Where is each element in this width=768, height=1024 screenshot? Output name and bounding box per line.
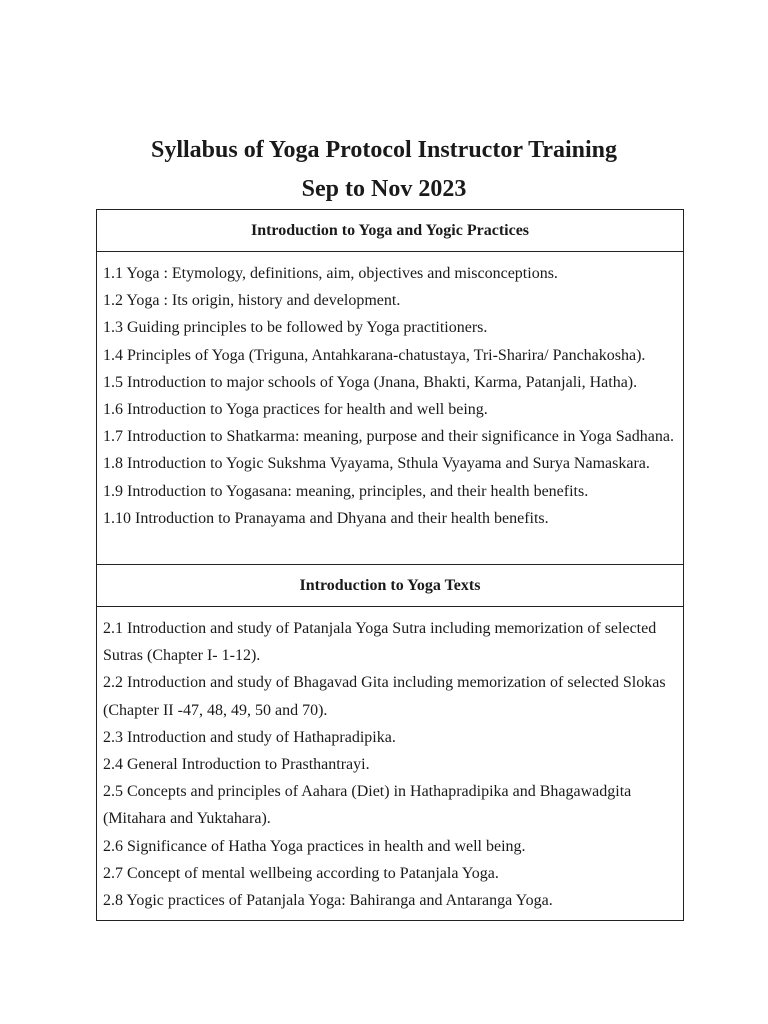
syllabus-item: 2.5 Concepts and principles of Aahara (Diet) in Hathapradipika and Bhagawadgita (Mitahara and Yuktahara).: [103, 783, 632, 828]
syllabus-item: 1.1 Yoga : Etymology, definitions, aim, objectives and misconceptions.: [103, 265, 558, 282]
syllabus-item: 2.3 Introduction and study of Hathapradipika.: [103, 728, 396, 746]
syllabus-item: 1.3 Guiding principles to be followed by Yoga practitioners.: [103, 319, 488, 337]
syllabus-item: 1.2 Yoga : Its origin, history and development.: [103, 292, 401, 310]
document-subtitle-date: Sep to Nov 2023: [301, 176, 467, 202]
section-body-yoga-practices: [97, 252, 683, 565]
syllabus-item: 2.2 Introduction and study of Bhagavad Gita including memorization of selected Slokas (Chapter II -47, 48, 49, 50 and 70).: [103, 674, 666, 719]
syllabus-item: 1.4 Principles of Yoga (Triguna, Antahkarana-chatustaya, Tri-Sharira/ Panchakosha).: [103, 346, 646, 364]
syllabus-item: 1.9 Introduction to Yogasana: meaning, principles, and their health benefits.: [103, 482, 589, 500]
syllabus-item: 2.4 General Introduction to Prasthantrayi.: [103, 756, 370, 774]
syllabus-item: 1.8 Introduction to Yogic Sukshma Vyayama, Sthula Vyayama and Surya Namaskara.: [103, 455, 650, 473]
section-heading-yoga-texts: Introduction to Yoga Texts: [97, 565, 683, 607]
syllabus-item: 1.7 Introduction to Shatkarma: meaning, purpose and their significance in Yoga Sadhana.: [103, 428, 674, 446]
document-title: Syllabus of Yoga Protocol Instructor Training: [150, 137, 618, 163]
syllabus-table: [96, 209, 684, 921]
syllabus-item: 1.5 Introduction to major schools of Yoga (Jnana, Bhakti, Karma, Patanjali, Hatha).: [103, 373, 638, 391]
syllabus-item: 1.6 Introduction to Yoga practices for health and well being.: [103, 401, 488, 419]
syllabus-item: 2.7 Concept of mental wellbeing according to Patanjala Yoga.: [103, 864, 499, 882]
syllabus-item: 2.6 Significance of Hatha Yoga practices in health and well being.: [103, 837, 526, 855]
syllabus-item: 2.8 Yogic practices of Patanjala Yoga: Bahiranga and Antaranga Yoga.: [103, 892, 553, 910]
syllabus-item: 2.1 Introduction and study of Patanjala Yoga Sutra including memorization of selected Sutras (Chapter I- 1-12).: [103, 620, 657, 665]
syllabus-item: 1.10 Introduction to Pranayama and Dhyana and their health benefits.: [103, 509, 549, 527]
section-body-yoga-texts: [97, 607, 683, 920]
section-heading-yoga-practices: Introduction to Yoga and Yogic Practices: [97, 210, 683, 252]
